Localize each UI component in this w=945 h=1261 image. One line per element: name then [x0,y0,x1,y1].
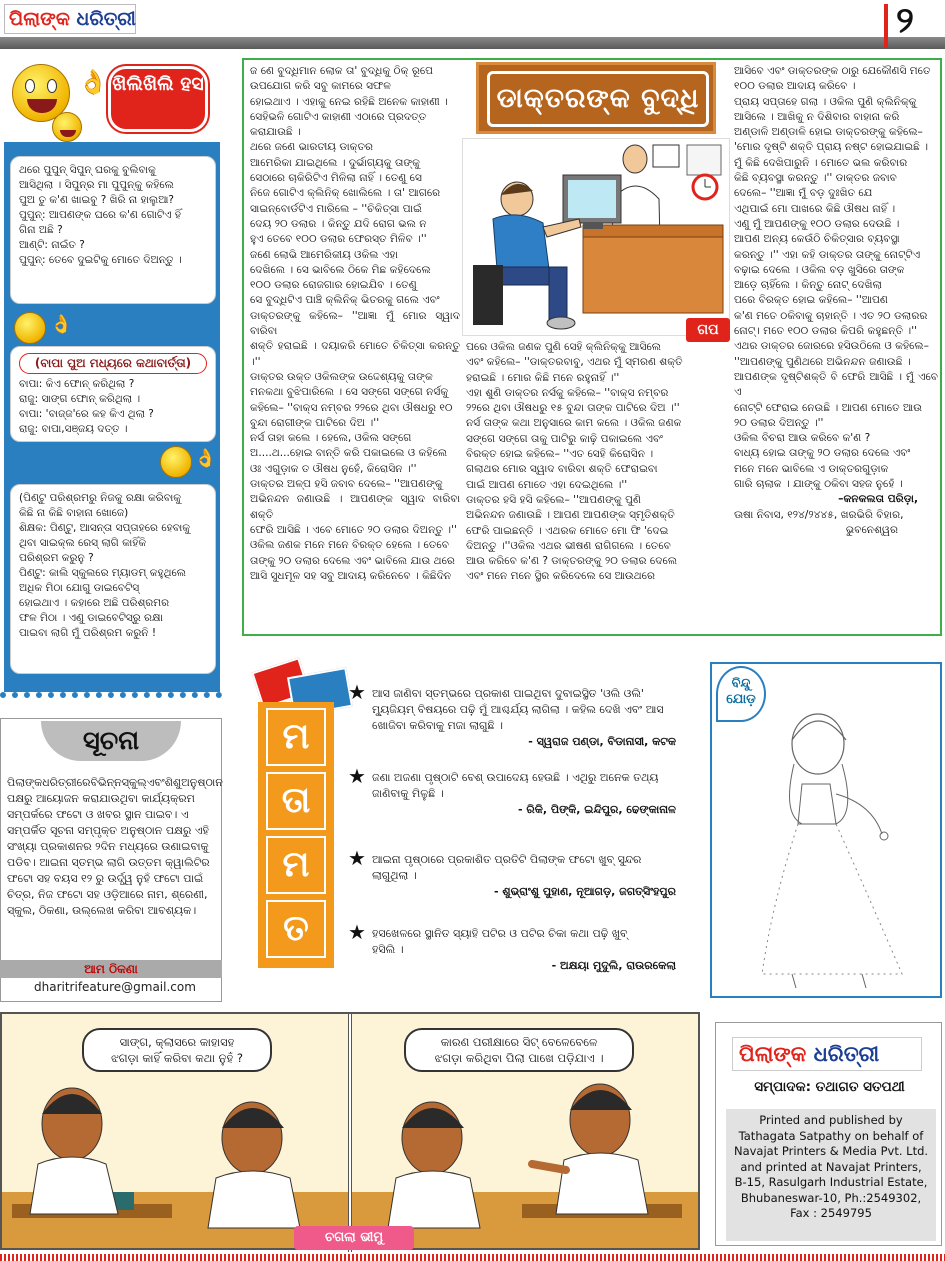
imprint-line: Bhubaneswar-10, Ph.:2549302, [740,1190,922,1205]
story-line: ଓଃ ଏଗୁଡ଼ାକ ତ ଔଷଧ ନୁହେଁ, କିରୋସିନ ।'' [250,462,417,475]
story-line: କରନ୍ତୁ ।'' ଏହା କହି ଡାକ୍ତର ତାଙ୍କୁ ନୋଟ୍‌ଟିଏ [734,248,921,261]
puzzle-title: ବିନ୍ଦୁ ଯୋଡ଼ [718,668,764,720]
reader-review [348,680,700,750]
editor-name: ସମ୍ପାଦକ: ତଥାଗତ ସତପଥୀ [754,1079,905,1095]
imprint-line: Navajat Printers & Media Pvt. Ltd. [733,1144,929,1158]
story-line: ମୁଁ କିଛି ଦେଖିପାରୁନି । ମୋତେ ଭଲ କରିବାର [734,156,908,169]
story-line: ଜ ଣେ ବୁଦ୍ଧିମାନ ଲୋକ ତା' ବୁଦ୍ଧିକୁ ଠିକ୍ ରୂପେ [250,65,434,77]
imprint-line: Tathagata Satpathy on behalf of [738,1128,924,1143]
reader-review [348,920,700,974]
story-line: ଏହା ଶୁଣି ଡାକ୍ତର ନର୍ସକୁ କହିଲେ– ''ବାକ୍ସ ନମ୍ବର [466,386,669,399]
logo-part1: ପିଲାଙ୍କ [739,1042,807,1066]
doctor-patient-image [463,139,729,335]
speech-bubble-1 [82,1028,272,1072]
story-line: ନର୍ସ ତାଙ୍କ କଥା ଅନୁସାରେ କାମ କଲେ । ଓକିଲ ଜଣକ [466,417,682,430]
joke-line: କିଛି ନା କିଛି ବାହାନା ଖୋଜେ) [19,507,129,519]
joke-line: ପୁପୁନ୍: ତେବେ ଦୁଇଟିକୁ ମୋତେ ଦିଅନ୍ତୁ । [19,254,182,266]
reader-review [348,846,700,900]
notice-line: ପକ୍ଷରୁ ଆୟୋଜନ କରାଯାଉଥିବା କାର୍ଯ୍ୟକ୍ରମ [7,792,195,805]
imprint [726,1109,936,1241]
logo-part2: ଧରିତ୍ରୀ [813,1042,880,1066]
review-line: ଆଇନା ପୃଷ୍ଠାରେ ପ୍ରକାଶିତ ପ୍ରତିଟି ପିଲାଙ୍କ ଫଟୋ ଖୁବ୍ ସୁନ୍ଦର [372,853,642,866]
review-line: ଖୋଜିବା କରିବାକୁ ମଜା ଲାଗୁଛି । [372,719,503,732]
address-label: ଆମ ଠିକଣା [0,960,222,978]
star-icon: ★ [348,846,366,870]
story-line: ନୋଟ୍‌ଟି ଫେରାଇ ନେଉଛି । ଆପଣ ମୋତେ ଆଉ [734,401,923,414]
story-line: ଅଣ୍ଡାଳି ଅଣ୍ଡାଳି ହୋଇ ଡାକ୍ତରଙ୍କୁ କହିଲେ– [734,126,923,139]
joke-line: ଅଧିକ ମିଠା ଯୋଗୁ ଡାଇବେଟିସ୍ [19,582,140,594]
joke-line: ରାଜୁ: ସାଙ୍ଗ ଫୋନ୍ କରିଥିଲା । [19,393,141,405]
notice-title: ସୂଚନା [41,721,181,761]
story-line: ଆପଣଙ୍କ ଦୃଷ୍ଟିଶକ୍ତି ବି ଫେରି ଆସିଛି । ମୁଁ ଏବେ ଏ [734,370,938,399]
joke-line: ଆଣ୍ଟି: ନାଇଁତ ? [19,239,85,251]
story-line: ଆସି ସୁଧମୂଳ ସହ ସବୁ ଆଦାୟ କରିନେବେ । କିଛିଦିନ [250,569,452,582]
notice-line: ପିଲାଙ୍କଧରିତ୍ରୀରେବିଭିନ୍ନସ୍କୁଲ୍‌ଏବଂଶିଶୁଅନୁଷ୍ଠାନ [7,776,223,789]
bubble-line: ଝଗଡ଼ା କରିଥିବା ପିଲା ପାଖେ ପଡ଼ିଯାଏ । [434,1051,604,1065]
story-line: ଡାକ୍ତରଙ୍କୁ କହିଲେ– ''ଆଜ୍ଞା ମୁଁ ମୋର ସ୍ୱାଦ ବାରିବା [250,309,460,338]
page-number: ୨ [896,0,914,41]
review-line: ଲାଗୁଥିଲା । [372,869,417,882]
wink-smiley-icon [52,112,82,142]
comic-strip [0,1012,700,1250]
story-line: ସେ ବୁଦ୍ଧିଟିଏ ପାଞ୍ଚି କ୍ଲିନିକ୍ ଭିତରକୁ ଗଲେ ଏବଂ [250,294,440,307]
notice-body [7,775,223,919]
story-line: ଆପଣ ଅନ୍ୟ କେଉଁଠି ଚିକିତ୍ସାର ବ୍ୟବସ୍ଥା [734,233,900,246]
story-line: ଥରେ ଜଣେ ଭାରତୀୟ ଡାକ୍ତର [250,141,374,154]
smiley-icon [160,446,192,478]
notice-line: ଚିତ୍ର, ନିଜ ଫଟୋ ସହ ଓଡ଼ିଆରେ ନାମ, ଶ୍ରେଣୀ, [7,888,208,901]
story-line: ପାଇଁ ଆପଣ ମୋତେ ଏହା ଦେଇଥିଲେ ।'' [466,478,628,491]
story-line: ୨୦ ଡଲାର ଦିଅନ୍ତୁ ।'' [734,416,824,429]
joke-line: ପୁପୁନ୍: ଆପଣଙ୍କ ଘରେ କ'ଣ ଗୋଟିଏ ହିଁ [19,209,182,221]
speech-bubble-2 [404,1028,634,1072]
story-line: ସେଠାରେ ଚାକିରିଟିଏ ମିଳିଲା ନାହିଁ । ତେଣୁ ସେ [250,172,422,185]
story-line: ଦେଲେ– ''ଆଜ୍ଞା ମୁଁ ବଡ଼ ଦୁଃଖିତ ଯେ [734,187,873,200]
joke-card-2 [10,346,216,442]
story-line: ମନକଥା ବୁଝିପାରିଲେ । ସେ ସଙ୍ଗେ ସଙ୍ଗେ ନର୍ସକୁ [250,386,449,399]
star-icon: ★ [348,920,366,944]
story-line: ୧୦୦ ଡଲାର ଆଦାୟ କରିବେ । [734,80,856,93]
star-icon: ★ [348,764,366,788]
story-line: ଏବଂ ମନେ ମନେ ସ୍ଥିର କରିଦେଲେ ସେ ଆଉଥରେ [466,570,655,583]
story-line: ଓକିଲ ଜଣକ ମନେ ମନେ ବିରକ୍ତ ହେଲେ । ତେବେ [250,539,449,552]
joke-line: ରାଜୁ: ବାପା,ସଞ୍ଜୟ ଦତ୍ତ । [19,423,128,435]
story-line: ବିରକ୍ତ ହୋଇ କହିଲେ– ''ଏତ ସେହି କିରୋସିନ । [466,448,654,461]
review-line: ଜାଣିବାକୁ ମିଳୁଛି । [372,787,444,800]
story-line: ଫେରି ପାଇଛନ୍ତି । ଏଥରକ ମୋତେ ମୋ ଫି 'ଦେଇ [466,524,669,537]
review-line: ଆସ ଜାଣିବା ସ୍ତମ୍ଭରେ ପ୍ରକାଶ ପାଇଥିବା ଦୁବାଇସ୍ଥିତ 'ଓଲି ଓଲି' [372,687,644,700]
bubble-line: କାରଣ ପରୀକ୍ଷାରେ ସିଟ୍ ବେଳେବେଳେ [440,1035,598,1049]
notice-line: ପଡିବ। ଆଇନା ସ୍ତମ୍ଭ ଲାଗି ଉତ୍ତମ କ୍ୱାଲିଟିର [7,856,210,869]
review-author: - ଶୁଭ୍ରାଂଶୁ ପୁହାଣ, ନୂଆଗଡ଼, ଜଗତ୍‌ସିଂହପୁର [494,885,676,898]
story-line: ଦେଖିଲେ । ସେ ଭାବିଲେ ଠିକେ ମିଛ କହିଦେଲେ [250,263,431,276]
story-line: ଅ....ଥ...ହୋଇ ବାନ୍ତି କରି ପକାଇଲେ ଓ କହିଲେ [250,447,448,460]
joke-line: ଥରେ ପୁପୁନ୍ ସିପୁନ୍ ଘରକୁ ବୁଲିବାକୁ [19,164,156,176]
joke-line: ପାଇବା ଲାଗି ମୁଁ ପରିଶ୍ରମ କରୁନି ! [19,627,157,639]
smiley-icon [14,312,46,344]
review-author: - ରିକି, ପିଙ୍କି, ଇନ୍ଦିପୁର, ଢେଙ୍କାନାଳ [517,803,676,816]
joke-heading: (ବାପା ପୁଅ ମଧ୍ୟରେ କଥାବାର୍ତ୍ତା) [19,353,207,374]
notice-line: ସମ୍ପର୍କିତ ସୂଚନା ସମ୍ପୃକ୍ତ ଅନୁଷ୍ଠାନ ପକ୍ଷରୁ ଏହି [7,824,209,837]
joke-line: ବାପା: କିଏ ଫୋନ୍ କରିଥିଲା ? [19,378,135,390]
story-line: ଡାକ୍ତର ଉକ୍ତ ଓକିଲଙ୍କ ଉଦ୍ଦେଶ୍ୟକୁ ତାଙ୍କ [250,370,433,383]
story-line: ଓକିଲ ବିଚରା ଆଉ କରିବେ କ'ଣ ? [734,432,871,445]
opinions-letter: ତ [266,900,326,958]
review-line: ମ୍ୟୁଜିୟମ୍ ବିଷୟରେ ପଢ଼ି ମୁଁ ଆଶ୍ଚର୍ଯ୍ୟ ଲାଗିଲା । କହିଲ ଦେଖି ଏବଂ ଆସ [372,703,664,716]
story-line: ଅଭିନନ୍ଦନ ଜଣାଉଛି । ଆପଣଙ୍କ ସ୍ୱାଦ ବାରିବା ଶକ୍ତି [250,493,460,521]
opinions-letter: ତା [266,772,326,830]
story-line: ସଙ୍ଗେ ସଙ୍ଗେ ତାକୁ ପାଟିରୁ କାଢ଼ି ପକାଇଲେ ଏବଂ [466,432,663,445]
story-line: ନର୍ସ ତାହା କଲେ । ହେଲେ, ଓକିଲ ସଙ୍ଗେ [250,432,412,445]
joke-line: ଆସିଥିଲା । ସିପୁନ୍ର ମା ପୁପୁନ୍କୁ କହିଲେ [19,179,174,191]
publisher-box [715,1022,942,1246]
story-line: ଦିଅନ୍ତୁ ।''ଓକିଲ ଏଥର ଭୀଷଣ ରାଗିଗଲେ । ତେବେ [466,539,671,552]
joke-line: ଥିବା ସାଇକ୍ଲ ରେସ୍ ଲାଗି କାହିଁକି [19,537,147,549]
review-author: - ସ୍ୱରାଜ ପଣ୍ଡା, ବିଡାନାସୀ, କଟକ [528,735,676,748]
review-author: - ଅକ୍ଷୟା ମୁଦୁଲି, ରାଉରକେଲା [551,959,676,972]
review-line: ଜଣା ଅଜଣା ପୃଷ୍ଠାଟି ବେଶ୍ ଉପାଦେୟ ହେଉଛି । ଏଥିରୁ ଅନେକ ତଥ୍ୟ [372,771,659,784]
bottom-stripe [0,1254,945,1261]
header-band [0,37,945,49]
story-line: ଶକ୍ତି ହରାଇଛି । ଦୟାକରି ମୋତେ ଚିକିତ୍ସା କରନ୍ତୁ ।'' [250,340,460,368]
story-line: ଉପଯୋଗ କରି ସବୁ କାମରେ ସଫଳ [250,80,391,93]
story-line: ସେହିଭଳି ଗୋଟିଏ କାହାଣୀ ଏଠାରେ ପ୍ରଦତ୍ତ [250,110,427,123]
imprint-line: and printed at Navajat Printers, [740,1159,922,1174]
joke-line: ପରିଶ୍ରମ କରୁନୁ ? [19,552,94,564]
notice-line: ସମ୍ପର୍କରେ ଫଟୋ ଓ ଖବର ସ୍ଥାନ ପାଇବ। ଏ [7,808,189,821]
joke-line: ହୋଇଥାଏ । କହାରେ ଅଛି ପରିଶ୍ରମର [19,597,170,609]
page-logo [4,4,136,34]
story-line: ଆସିବେ ଏବଂ ଡାକ୍ତରଙ୍କ ଠାରୁ ଯେକୌଣସି ମତେ [734,65,931,77]
story-line: 'ମୋର ଦୃଷ୍ଟି ଶକ୍ତି ପ୍ରାୟ ନଷ୍ଟ ହୋଇଯାଇଛି । [734,141,929,154]
review-line: ହସିଲି । [372,943,404,956]
story-line: କହିଲେ– ''ବାକ୍ସ ନମ୍ବର ୨୨ରେ ଥିବା ଔଷଧରୁ ୧୦ [250,401,453,414]
joke-line: ଗିନା ଅଛି ? [19,224,63,236]
joke-card-1 [10,156,216,304]
jokes-header [8,60,220,140]
story-line: ପରେ ବିରକ୍ତ ହୋଇ କହିଲେ– ''ଆପଣ [734,294,888,307]
header-red-bar [884,4,888,48]
story-line: ପରେ ଓକିଲ ଜଣକ ପୁଣି ସେହି କ୍ଲିନିକ୍‌କୁ ଆସିଲେ [466,341,661,353]
ok-hand-icon: 👌 [50,314,73,335]
story-line: ଏବଂ କହିଲେ– ''ଡାକ୍ତରବାବୁ, ଏଥର ମୁଁ ସ୍ମରଣ ଶକ୍ତି [466,356,683,369]
story-line: ୨୨ରେ ଥିବା ଔଷଧରୁ ୧୫ ବୁନ୍ଦା ତାଙ୍କ ପାଟିରେ ଦିଅ ।'' [466,402,680,415]
bubble-line: ସାଙ୍ଗ, କ୍ଲାସରେ କାହାସହ [119,1035,235,1049]
alice-dot-figure [752,704,932,994]
publisher-logo [732,1037,922,1071]
notice-line: ସଂଖ୍ୟା ପ୍ରକାଶନର ୨ଦିନ ମଧ୍ୟରେ ଉଣାଇବାକୁ [7,840,209,853]
doctor-illustration [462,138,730,336]
story-line: ଏଥିପାଇଁ ମୋ ପାଖରେ କିଛି ଔଷଧ ନାହିଁ । [734,202,896,215]
story-author-city: ଭୁବନେଶ୍ୱର [845,523,898,536]
story-title-box [476,62,716,134]
jokes-title: ଖିଲିଖିଲି ହସ [108,66,208,132]
story-line: ଅଭିନନ୍ଦନ ଜଣାଉଛି । ଆପଣ ଆପଣଙ୍କ ସ୍ମୃତିଶକ୍ତି [466,509,675,522]
story-tag: ଗପ [686,318,730,342]
story-line: ଏଣୁ ମୁଁ ଆପଣଙ୍କୁ ୧୦୦ ଡଲାର ଦେଉଛି । [734,217,900,230]
star-icon: ★ [348,680,366,704]
imprint-line: Fax : 2549795 [790,1206,872,1220]
logo-part1: ପିଲାଙ୍କ [9,8,70,30]
story-line: ବଢ଼ାଇ ଦେଲେ । ଓକିଲ ବଡ଼ ଖୁସିରେ ତାଙ୍କ [734,263,905,276]
masthead [0,0,945,52]
story-line: ନିଜେ ଗୋଟିଏ କ୍ଲିନିକ୍ ଖୋଲିଲେ । ତା' ଆଗରେ [250,187,441,200]
story-line: କରାଯାଉଛି । [250,126,301,139]
story-line: ବୁନ୍ଦା ରୋଗୀଙ୍କ ପାଟିରେ ଦିଅ ।'' [250,416,380,429]
bubble-line: ଝଗଡ଼ା କାହିଁ କରିବା କଥା ନୁହଁ ? [110,1051,244,1065]
comic-title: ଚଗଲା ଭୀମୁ [294,1226,414,1250]
story-line: ଡାକ୍ତର ହସି ହସି କହିଲେ– ''ଆପଣଙ୍କୁ ପୁଣି [466,493,642,506]
story-line: ବାଧ୍ୟ ହୋଇ ତାଙ୍କୁ ୨୦ ଡଲାର ଦେଲେ ଏବଂ [734,447,911,460]
logo-part2: ଧରିତ୍ରୀ [76,8,136,30]
imprint-line: B-15, Rasulgarh Industrial Estate, [734,1175,928,1189]
story-author: –କନକଲତା ପରିଡ଼ା, [838,493,918,506]
story-line: ଆମେରିକା ଯାଇଥିଲେ । ଦୁର୍ଭାଗ୍ୟକୁ ତାଙ୍କୁ [250,156,421,169]
story-line: ତାଙ୍କୁ ୨୦ ଡଲାର ଦେଲେ ଏବଂ ଭାବିଲେ ଯାଉ ଥରେ [250,554,455,567]
story-line: ହୋଇଥାଏ । ଏହାକୁ ନେଇ ରହିଛି ଅନେକ କାହାଣୀ । [250,95,448,108]
dot-to-dot-puzzle [710,662,942,998]
story-column-2 [466,340,728,585]
imprint-line: Printed and published by [759,1113,903,1127]
story-line: ଆଡ଼େ ଚାହିଁଲେ । କିନ୍ତୁ ନୋଟ୍ ଦେଖିଲା [734,279,882,292]
joke-line: ଫଳ ମିଠା । ଏଣୁ ଡାଇବେଟିସ୍‌ରୁ ରକ୍ଷା [19,612,163,624]
joke-line: ପୁଅ ତୁ କ'ଣ ଖାଇବୁ ? ଖିରି ନା ହାଲୁଆ? [19,194,174,206]
story-line: ମନେ ମନେ ଭାବିଲେ ଏ ଡାକ୍ତରଗୁଡ଼ାକ [734,462,889,475]
ok-hand-icon: 👌 [78,68,108,96]
story-line: ପ୍ରାୟ ସପ୍ତାହେ ଗଲା । ଓକିଲ ପୁଣି କ୍ଲିନିକ୍‌କୁ [734,95,917,108]
joke-card-3 [10,484,216,674]
joke-line: ବାପା: 'ବାଜ୍ଜ'ରେ କହ କିଏ ଥିଲା ? [19,408,154,420]
story-title: ଡାକ୍ତରଙ୍କ ବୁଦ୍ଧି [487,71,709,127]
story-line: ଗଲାଥର ମୋର ସ୍ୱାଦ ବାରିବା ଶକ୍ତି ଫେରାଇବା [466,463,658,476]
story-line: ଜଣେ ଲୋଭି ଆମେରିକୀୟ ଓକିଲ ଏହା [250,248,398,261]
opinions-letter: ମ [266,836,326,894]
story-line: ୧୦୦ ଡଲାର ରୋଜଗାର ହୋଇଯିବ । ତେଣୁ [250,279,417,292]
joke-line: (ପିଣ୍ଟୁ ପରିଶ୍ରମରୁ ନିଜକୁ ରକ୍ଷା କରିବାକୁ [19,492,182,504]
story-column-3 [734,64,938,538]
story-line: ହୁଏ ତେବେ ୧୦୦ ଡଲାର ଫେରସ୍ତ ମିଳିବ ।'' [250,233,427,246]
story-line: ଦେୟ ୨୦ ଡଲାର । କିନ୍ତୁ ଯଦି ରୋଗ ଭଲ ନ [250,217,427,230]
joke-line: ଶିକ୍ଷକ: ପିଣ୍ଟୁ, ଆସନ୍ତା ସପ୍ତାହରେ ହେବାକୁ [19,522,191,534]
contact-email[interactable]: dharitrifeature@gmail.com [34,980,196,994]
story-line: ଫେରି ଆସିଛି । ଏବେ ମୋତେ ୨୦ ଡଲାର ଦିଅନ୍ତୁ ।'' [250,523,457,536]
story-line: ଏଥର ଡାକ୍ତର ଜୋରରେ ହସିଉଠିଲେ ଓ କହିଲେ– [734,340,929,353]
joke-line: ପିଣ୍ଟୁ: କାଲି ସ୍କୁଲରେ ମ୍ୟାଡମ୍ କହୁଥିଲେ [19,567,186,579]
story-line: ଗାରି ଚାଲାକ । ଯାଙ୍କୁ ଠକିବା ସହଜ ନୁହେଁ । [734,478,903,491]
story-line: ଡାକ୍ତର ଅଳ୍ପ ହସି ଜବାବ ଦେଲେ– ''ଆପଣଙ୍କୁ [250,478,443,491]
notice-line: ଫଟୋ ସହ ବୟସ ୧୨ ରୁ ଉର୍ଦ୍ଧ୍ୱ ନୁହଁ ଫଟୋ ପାଇଁ [7,872,204,885]
story-line: ଆଉ କରିବେ କ'ଣ ? ଡାକ୍ତରଙ୍କୁ ୨୦ ଡଲାର ଦେଲେ [466,555,678,568]
opinions-letter: ମ [266,708,326,766]
story-author-address: ଊଷା ନିବାସ, ୧୨୪/୨୪୪୫, ଖରଭିରି ବିହାର, [734,508,904,521]
story-line: କ'ଣ ମତେ ଠକିବାକୁ ଚାହାନ୍ତି । ଏତ ୨୦ ଡଲାରର [734,309,928,322]
story-line: ''ଆପଣଙ୍କୁ ପୁଣିଥରେ ଅଭିନନ୍ଦନ ଜଣାଉଛି । [734,355,911,368]
story-line: ହରାଇଛି । ମୋର କିଛି ମନେ ରହୁନାହିଁ ।'' [466,371,620,384]
story-column-1 [250,64,460,584]
review-line: ହସଖେଳରେ ସ୍ଥାନିତ ସ୍ୟାହି ପଟିର ଓ ପଟିର ଚିକା କଥା ପଢ଼ି ଖୁବ୍ [372,927,628,940]
story-line: ସାଇନ୍‌ବୋର୍ଡଟିଏ ମାରିଲେ – ''ଚିକିତ୍ସା ପାଇଁ [250,202,422,215]
story-line: ଆସିଲେ । ଆଖିକୁ ନ ଦିଶିବାର ବାହାନା କରି [734,110,900,123]
story-line: ନୋଟ୍। ମତେ ୧୦୦ ଡଲାର କିପରି କହୁଛନ୍ତି ।'' [734,325,918,338]
notice-line: ସ୍କୁଲ, ଠିକଣା, ଉଲ୍ଲେଖ କରିବା ଆବଶ୍ୟକ। [7,904,197,917]
reader-review [348,764,700,818]
ok-hand-icon: 👌 [194,448,217,469]
story-line: କିଛି ବ୍ୟବସ୍ଥା କରନ୍ତୁ ।'' ଡାକ୍ତର ଜବାବ [734,172,897,185]
